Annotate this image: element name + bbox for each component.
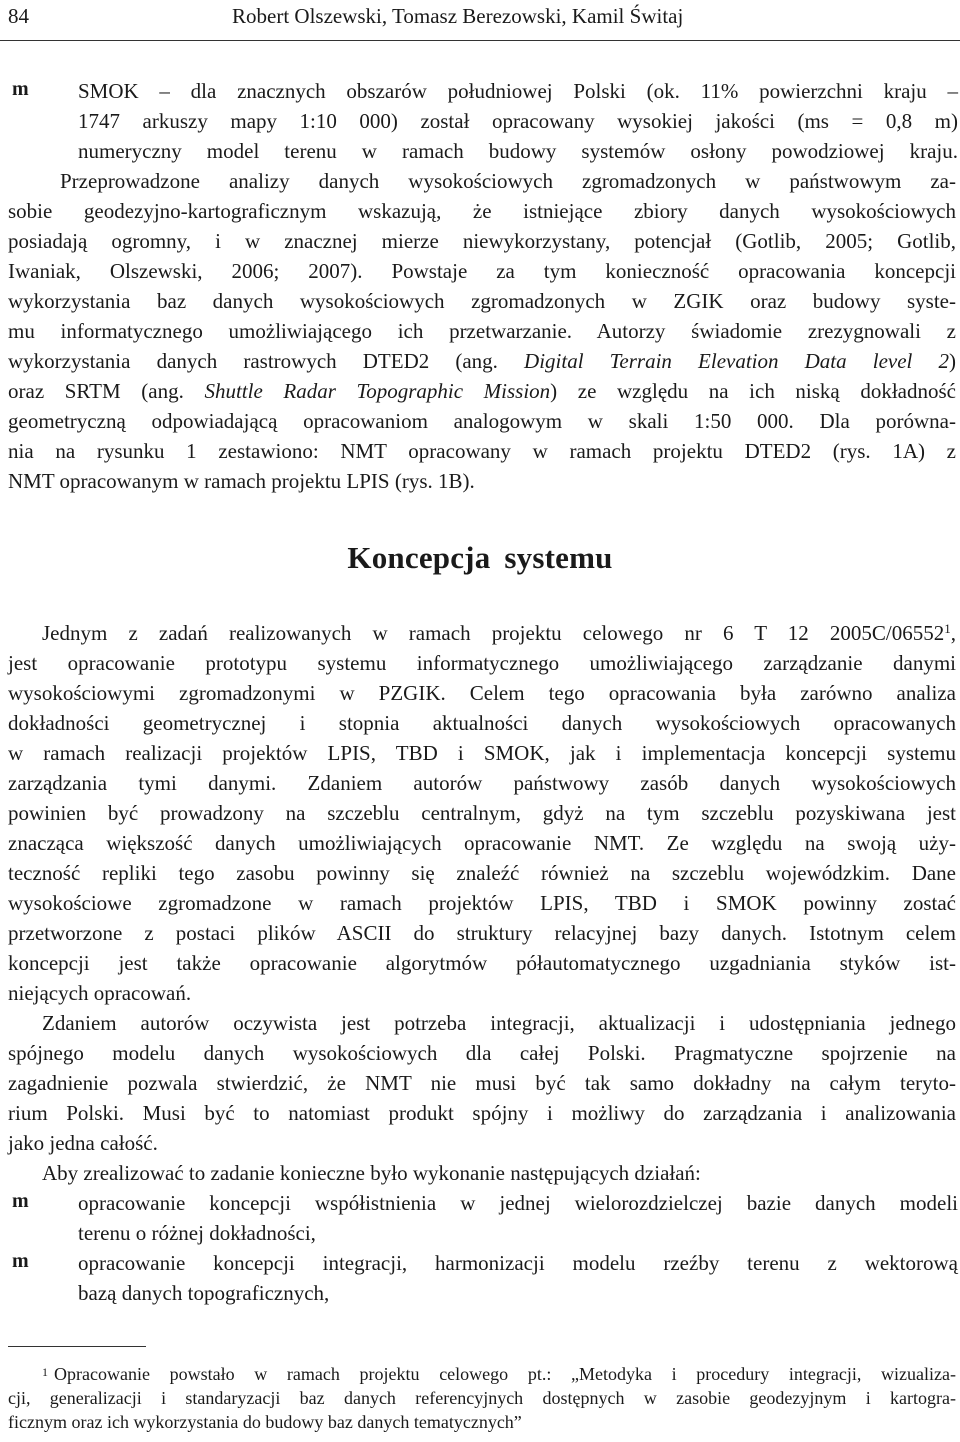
text-line: wysokościowe zgromadzone w ramach projektów LPIS, TBD i SMOK powinny zostać xyxy=(8,891,956,915)
page-header xyxy=(0,2,960,32)
page-number: 84 xyxy=(8,4,29,28)
running-head-authors: Robert Olszewski, Tomasz Berezowski, Kamil Świtaj xyxy=(232,4,684,28)
italic-term: Digital Terrain Elevation Data level 2 xyxy=(524,349,949,373)
text-line: geometryczną odpowiadającą opracowaniom analogowym w skali 1:50 000. Dla porówna- xyxy=(8,409,956,433)
text-line: zarządzania tymi danymi. Zdaniem autorów państwowy zasób danych wysokościowych xyxy=(8,771,956,795)
footnote-line: cji, generalizacji i standaryzacji baz danych referencyjnych dostępnych w zasobie geodezyjnym i kartogra- xyxy=(8,1388,956,1408)
section-title xyxy=(0,540,960,576)
footnote-line xyxy=(42,1362,956,1386)
text-run: wykorzystania danych rastrowych DTED2 (ang. xyxy=(8,349,525,373)
text-line: opracowanie koncepcji integracji, harmonizacji modelu rzeźby terenu z wektorową xyxy=(78,1251,958,1275)
text-line: wysokościowymi zgromadzonymi w PZGIK. Celem tego opracowania była zarówno analiza xyxy=(8,681,956,705)
bullet-marker: m xyxy=(12,1250,29,1272)
text-line-with-italic xyxy=(8,376,956,406)
footnote-line: ficznym oraz ich wykorzystania do budowy baz danych tematycznych” xyxy=(8,1412,522,1432)
footnote-marker: 1 xyxy=(42,1365,48,1379)
text-line: powinien być prowadzony na szczeblu centralnym, gdyż na tym szczeblu pozyskiwana jest xyxy=(8,801,956,825)
text-run: Jednym z zadań realizowanych w ramach projektu celowego nr 6 T 12 2005C/06552 xyxy=(42,621,945,645)
bullet-marker: m xyxy=(12,1190,29,1212)
title-word: systemu xyxy=(504,540,613,575)
text-line: Aby zrealizować to zadanie konieczne było wykonanie następujących działań: xyxy=(42,1161,701,1185)
text-line: bazą danych topograficznych, xyxy=(78,1281,330,1305)
text-line: Zdaniem autorów oczywista jest potrzeba integracji, aktualizacji i udostępniania jednego xyxy=(42,1011,956,1035)
text-run: ) ze względu na ich niską dokładność xyxy=(550,379,956,403)
text-line: terenu o różnej dokładności, xyxy=(78,1221,316,1245)
footnote-ref[interactable]: 1 xyxy=(944,621,951,636)
text-line: wykorzystania baz danych wysokościowych zgromadzonych w ZGIK oraz budowy syste- xyxy=(8,289,956,313)
text-line: nia na rysunku 1 zestawiono: NMT opracowany w ramach projektu DTED2 (rys. 1A) z xyxy=(8,439,956,463)
text-line: posiadają ogromny, i w znacznej mierze niewykorzystany, potencjał (Gotlib, 2005; Gotlib, xyxy=(8,229,956,253)
text-run: , xyxy=(950,621,956,645)
text-line: rium Polski. Musi być to natomiast produkt spójny i możliwy do zarządzania i analizowania xyxy=(8,1101,956,1125)
text-line: mu informatycznego umożliwiającego ich przetwarzanie. Autorzy świadomie zrezygnowali z xyxy=(8,319,956,343)
text-line: Iwaniak, Olszewski, 2006; 2007). Powstaje za tym konieczność opracowania koncepcji xyxy=(8,259,956,283)
text-line: jest opracowanie prototypu systemu informatycznego umożliwiającego zarządzanie danymi xyxy=(8,651,956,675)
footnote-rule xyxy=(8,1346,146,1347)
text-line: dokładności geometrycznej i stopnia aktualności danych wysokościowych opracowanych xyxy=(8,711,956,735)
bullet-marker: m xyxy=(12,78,29,100)
text-line: numeryczny model terenu w ramach budowy systemów osłony powodziowej kraju. xyxy=(78,139,958,163)
text-line: koncepcji jest także opracowanie algorytmów półautomatycznego uzgadniania styków ist- xyxy=(8,951,956,975)
text-line: SMOK – dla znacznych obszarów południowej Polski (ok. 11% powierzchni kraju – xyxy=(78,79,958,103)
text-line: zagadnienie pozwala stwierdzić, że NMT nie musi być tak samo dokładny na całym teryto- xyxy=(8,1071,956,1095)
italic-term: Shuttle Radar Topographic Mission xyxy=(204,379,551,403)
title-word: Koncepcja xyxy=(347,540,491,575)
text-line: sobie geodezyjno-kartograficznym wskazują, że istniejące zbiory danych wysokościowych xyxy=(8,199,956,223)
text-line: Przeprowadzone analizy danych wysokościowych zgromadzonych w państwowym za- xyxy=(60,169,956,193)
text-line: teczność repliki tego zasobu powinny się znaleźć również na szczeblu wojewódzkim. Dane xyxy=(8,861,956,885)
text-line: znacząca większość danych umożliwiających opracowanie NMT. Ze względu na swoją uży- xyxy=(8,831,956,855)
text-line: niejących opracowań. xyxy=(8,981,192,1005)
text-run: oraz SRTM (ang. xyxy=(8,379,205,403)
text-line: 1747 arkuszy mapy 1:10 000) został opracowany wysokiej jakości (ms = 0,8 m) xyxy=(78,109,958,133)
text-line: spójnego modelu danych wysokościowych dla całej Polski. Pragmatyczne spojrzenie na xyxy=(8,1041,956,1065)
text-line: w ramach realizacji projektów LPIS, TBD i SMOK, jak i implementacja koncepcji systemu xyxy=(8,741,956,765)
text-line: NMT opracowanym w ramach projektu LPIS (rys. 1B). xyxy=(8,469,475,493)
header-rule xyxy=(0,40,960,41)
text-line: jako jedna całość. xyxy=(8,1131,158,1155)
text-line-with-italic xyxy=(8,346,956,376)
text-line-with-footnote xyxy=(42,618,956,648)
text-line: opracowanie koncepcji współistnienia w jednej wielorozdzielczej bazie danych modeli xyxy=(78,1191,958,1215)
text-run: Opracowanie powstało w ramach projektu celowego pt.: „Metodyka i procedury integracji, wizualiza- xyxy=(54,1364,956,1384)
text-line: przetworzone z postaci plików ASCII do struktury relacyjnej bazy danych. Istotnym celem xyxy=(8,921,956,945)
text-run: ) xyxy=(949,349,956,373)
